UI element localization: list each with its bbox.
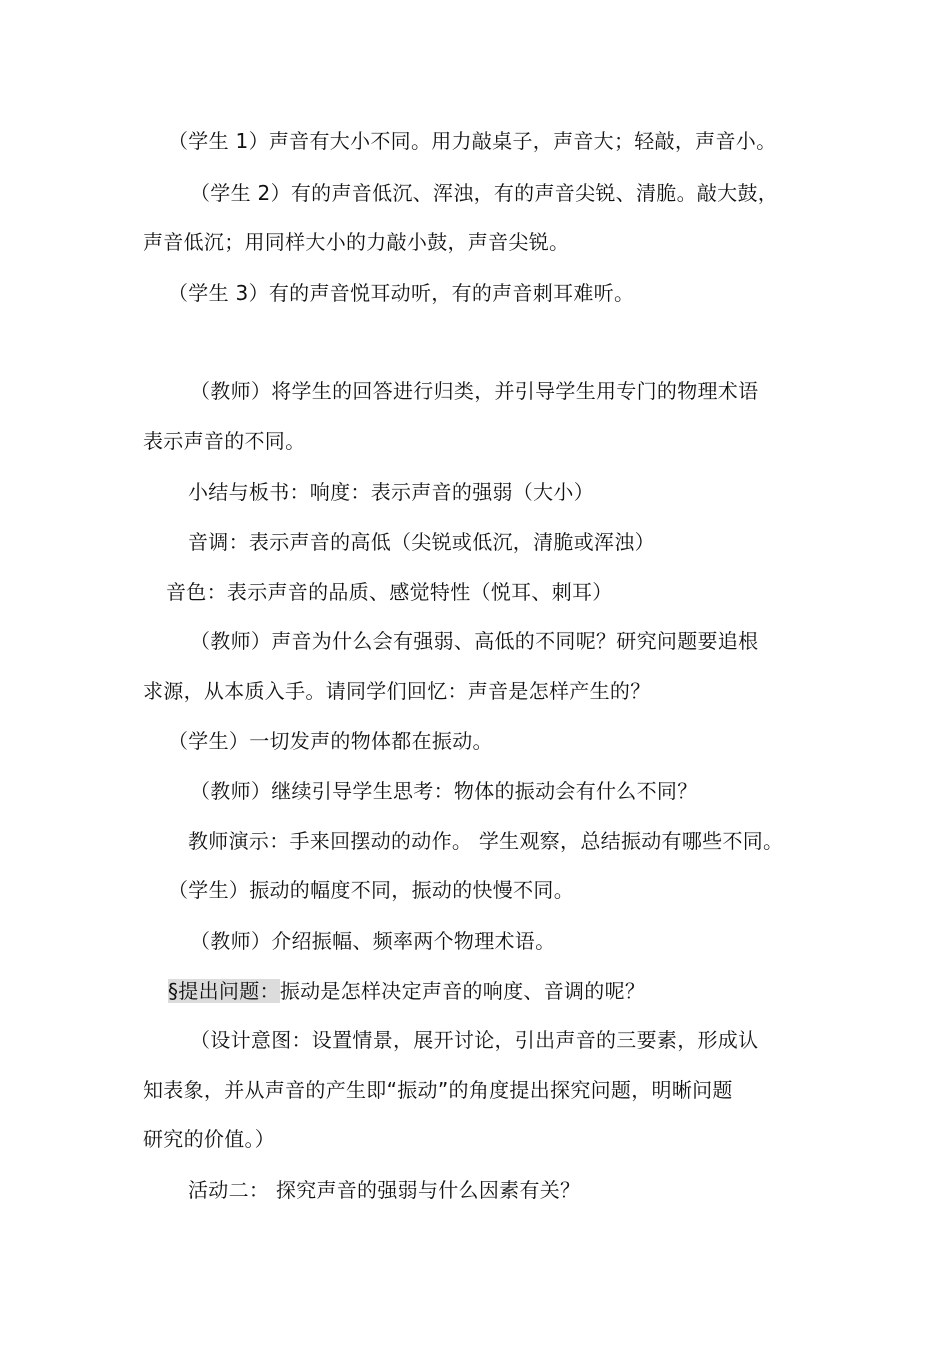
activity-two-heading: 活动二： 探究声音的强弱与什么因素有关？ — [188, 1178, 581, 1202]
paragraph-design-line3: 研究的价值。） — [143, 1127, 276, 1151]
question-text: 振动是怎样决定声音的响度、音调的呢？ — [279, 979, 646, 1003]
paragraph-student3: （学生 3）有的声音悦耳动听，有的声音刺耳难听。 — [168, 281, 635, 305]
summary-loudness: 小结与板书：响度：表示声音的强弱（大小） — [188, 480, 594, 504]
paragraph-teacher3: （教师）继续引导学生思考：物体的振动会有什么不同？ — [190, 779, 698, 803]
paragraph-teacher-demo: 教师演示：手来回摆动的动作。 学生观察，总结振动有哪些不同。 — [188, 829, 784, 853]
summary-timbre: 音色：表示声音的品质、感觉特性（悦耳、刺耳） — [166, 580, 613, 604]
paragraph-student2-line2: 声音低沉；用同样大小的力敲小鼓，声音尖锐。 — [143, 230, 570, 254]
paragraph-design-line2: 知表象，并从声音的产生即“振动”的角度提出探究问题，明晰问题 — [143, 1078, 733, 1102]
paragraph-teacher4: （教师）介绍振幅、频率两个物理术语。 — [190, 929, 556, 953]
paragraph-student2-line1: （学生 2）有的声音低沉、浑浊，有的声音尖锐、清脆。敲大鼓， — [190, 181, 779, 205]
paragraph-student5: （学生）振动的幅度不同，振动的快慢不同。 — [168, 878, 574, 902]
paragraph-teacher2-line2: 求源，从本质入手。请同学们回忆：声音是怎样产生的？ — [143, 679, 651, 703]
paragraph-teacher2-line1: （教师）声音为什么会有强弱、高低的不同呢？研究问题要追根 — [190, 629, 759, 653]
paragraph-student4: （学生）一切发声的物体都在振动。 — [168, 729, 493, 753]
summary-pitch: 音调：表示声音的高低（尖锐或低沉，清脆或浑浊） — [188, 530, 655, 554]
paragraph-teacher1-line2: 表示声音的不同。 — [143, 429, 306, 453]
question-label-highlight: §提出问题： — [168, 979, 280, 1003]
paragraph-design-line1: （设计意图：设置情景，展开讨论，引出声音的三要素，形成认 — [190, 1028, 759, 1052]
paragraph-teacher1-line1: （教师）将学生的回答进行归类，并引导学生用专门的物理术语 — [190, 379, 759, 403]
paragraph-question — [168, 978, 645, 1004]
paragraph-student1: （学生 1）声音有大小不同。用力敲桌子，声音大；轻敲，声音小。 — [168, 129, 777, 153]
